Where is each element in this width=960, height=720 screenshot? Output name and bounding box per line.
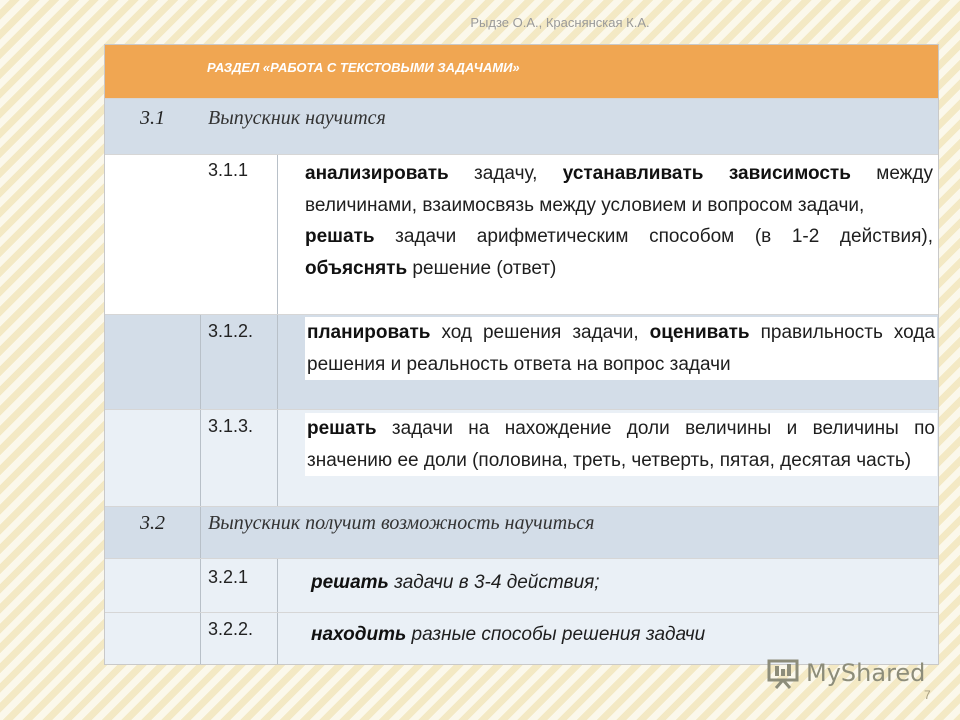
- column-divider: [200, 559, 201, 612]
- keyword: оценивать: [649, 322, 750, 343]
- row-content: [311, 619, 939, 651]
- text: разные способы решения задачи: [406, 624, 706, 645]
- keyword: решать: [307, 418, 377, 439]
- row-number: 3.2.2.: [208, 619, 254, 639]
- author-caption: Рыдзе О.А., Краснянская К.А.: [470, 15, 650, 30]
- table-row: [105, 98, 938, 154]
- text: решение (ответ): [407, 257, 557, 279]
- text: правильность хода решения и реальность ответа на вопрос задачи: [307, 322, 935, 375]
- row-title: Выпускник получит возможность научиться: [208, 512, 595, 534]
- column-divider: [277, 410, 278, 506]
- text: между величинами, взаимосвязь между условием и вопросом задачи,: [305, 163, 933, 216]
- row-number: 3.1.1: [208, 160, 249, 180]
- keyword: планировать: [307, 322, 431, 343]
- keyword: находить: [311, 624, 407, 645]
- column-divider: [277, 559, 278, 612]
- row-title: Выпускник научится: [208, 107, 386, 129]
- keyword: решать: [311, 572, 389, 593]
- table-row: [105, 154, 938, 314]
- watermark-logo: [766, 657, 925, 689]
- keyword: анализировать: [305, 163, 449, 184]
- text: задачу,: [448, 163, 563, 184]
- row-number: 3.2.1: [208, 567, 249, 587]
- table-row: [105, 558, 938, 612]
- column-divider: [277, 155, 278, 314]
- row-content: [311, 567, 939, 599]
- keyword: решать: [305, 226, 375, 247]
- table-row: [105, 506, 938, 558]
- row-number: 3.1: [140, 107, 165, 129]
- keyword: устанавливать зависимость: [562, 163, 851, 184]
- row-content: [305, 413, 937, 476]
- column-divider: [277, 315, 278, 409]
- column-divider: [200, 507, 201, 558]
- row-content: [305, 158, 933, 284]
- column-divider: [200, 410, 201, 506]
- keyword: объяснять: [305, 257, 408, 279]
- section-header: РАЗДЕЛ «РАБОТА С ТЕКСТОВЫМИ ЗАДАЧАМИ»: [105, 45, 938, 98]
- presentation-icon: [766, 657, 800, 689]
- requirements-table: [104, 44, 939, 665]
- text: задачи на нахождение доли величины и величины по значению ее доли (половина, треть, четверть, пятая, десятая часть): [307, 418, 935, 471]
- page-number: 7: [924, 688, 931, 702]
- column-divider: [277, 613, 278, 664]
- text: ход решения задачи,: [430, 322, 650, 343]
- table-row: [105, 314, 938, 409]
- row-content: [305, 317, 937, 380]
- column-divider: [200, 613, 201, 664]
- row-number: 3.2: [140, 512, 165, 534]
- row-number: 3.1.2.: [208, 321, 254, 341]
- table-row: [105, 409, 938, 506]
- row-number: 3.1.3.: [208, 416, 254, 436]
- text: задачи в 3-4 действия;: [388, 572, 600, 593]
- watermark-text: MyShared: [806, 659, 926, 687]
- column-divider: [200, 315, 201, 409]
- text: задачи арифметическим способом (в 1-2 действия),: [374, 226, 933, 247]
